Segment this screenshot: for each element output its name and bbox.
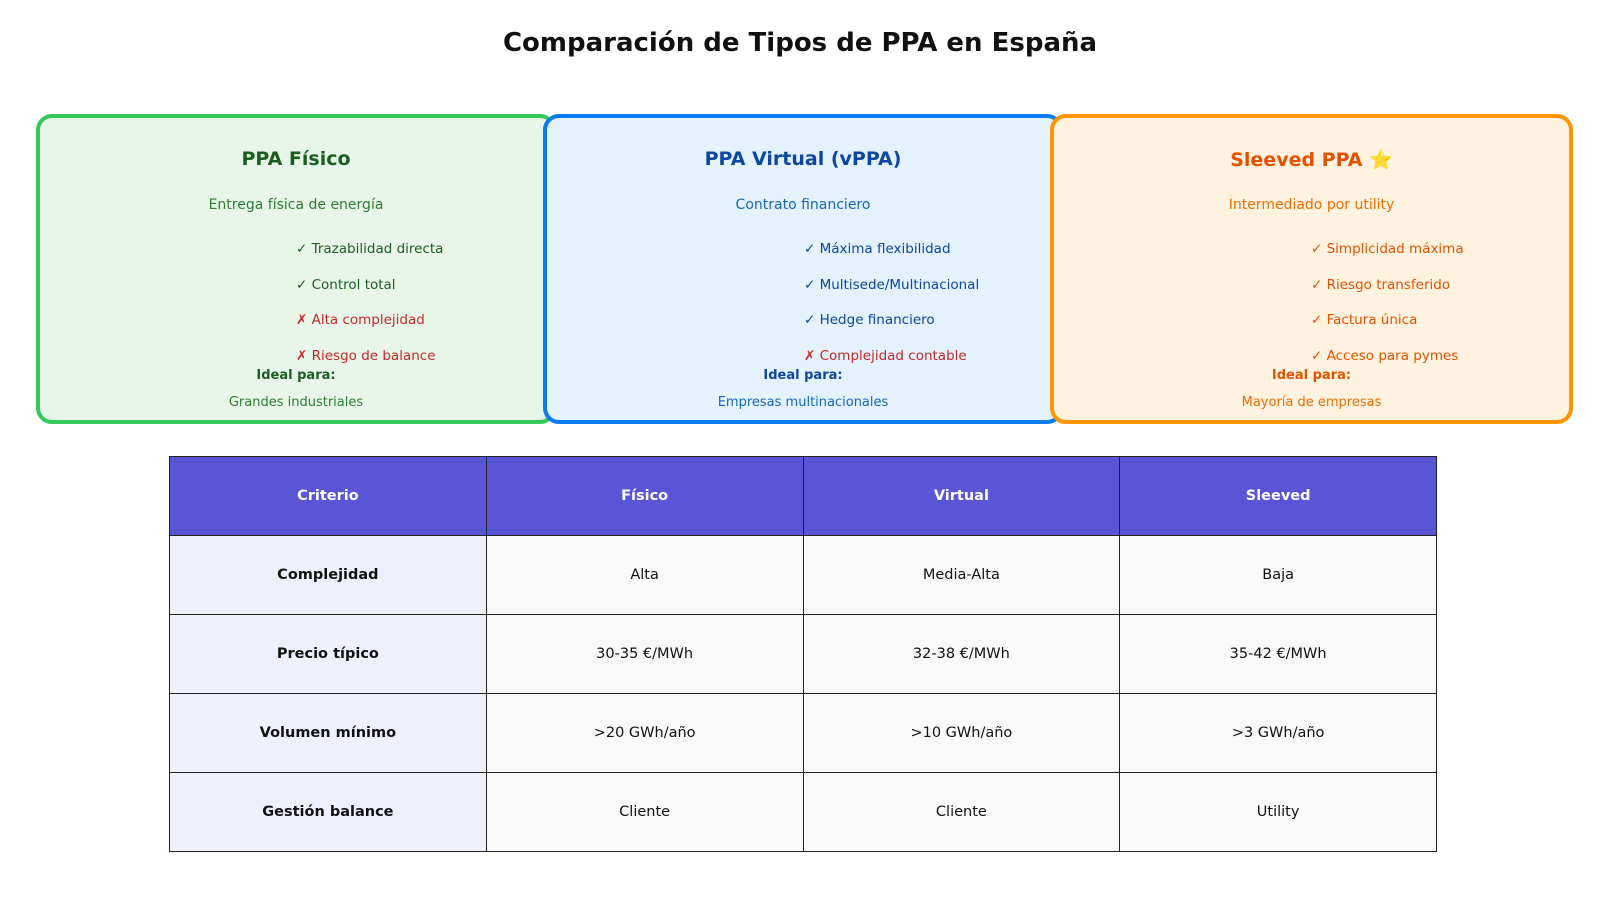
table-row — [170, 694, 1437, 773]
card-ppa-fisico — [36, 114, 556, 424]
feature-item: ✓ Trazabilidad directa — [296, 241, 444, 257]
criteria-cell: Volumen mínimo — [170, 694, 487, 773]
feature-item: ✓ Máxima flexibilidad — [804, 241, 951, 257]
card-title: PPA Virtual (vPPA) — [704, 148, 902, 170]
table-cell: 35-42 €/MWh — [1120, 615, 1437, 694]
ideal-value: Grandes industriales — [228, 395, 364, 410]
ideal-value: Mayoría de empresas — [1241, 395, 1382, 410]
feature-item: ✓ Factura única — [1311, 312, 1418, 328]
criteria-cell: Gestión balance — [170, 773, 487, 852]
table-cell: Baja — [1120, 536, 1437, 615]
table-cell: Cliente — [803, 773, 1120, 852]
ideal-label: Ideal para: — [1271, 368, 1352, 383]
feature-item: ✗ Alta complejidad — [296, 312, 425, 328]
table-row — [170, 536, 1437, 615]
table-row — [170, 773, 1437, 852]
header-cell: Sleeved — [1120, 457, 1437, 536]
feature-item: ✓ Multisede/Multinacional — [804, 276, 980, 293]
card-title: PPA Físico — [241, 148, 351, 170]
table-cell: Cliente — [486, 773, 803, 852]
card-subtitle: Intermediado por utility — [1228, 197, 1395, 213]
feature-item: ✓ Riesgo transferido — [1311, 276, 1451, 293]
table-cell: Utility — [1120, 773, 1437, 852]
comparison-table — [169, 456, 1437, 852]
table-cell: 30-35 €/MWh — [486, 615, 803, 694]
header-cell: Criterio — [170, 457, 487, 536]
table-cell: Media-Alta — [803, 536, 1120, 615]
table-cell: >3 GWh/año — [1120, 694, 1437, 773]
table-cell: >20 GWh/año — [486, 694, 803, 773]
feature-item: ✓ Hedge financiero — [804, 312, 935, 328]
table-cell: Alta — [486, 536, 803, 615]
feature-item: ✓ Acceso para pymes — [1311, 347, 1459, 364]
feature-list — [804, 240, 979, 382]
feature-item: ✗ Complejidad contable — [804, 347, 967, 364]
card-subtitle: Contrato financiero — [735, 197, 871, 213]
header-cell: Virtual — [803, 457, 1120, 536]
ideal-label: Ideal para: — [763, 368, 843, 383]
feature-item: ✓ Control total — [296, 276, 396, 293]
page-title: Comparación de Tipos de PPA en España — [502, 28, 1098, 58]
feature-list — [296, 240, 443, 382]
ideal-label: Ideal para: — [256, 368, 336, 383]
ideal-value: Empresas multinacionales — [717, 395, 889, 410]
feature-item: ✗ Riesgo de balance — [296, 347, 436, 364]
table-cell: 32-38 €/MWh — [803, 615, 1120, 694]
header-cell: Físico — [486, 457, 803, 536]
card-title: Sleeved PPA ⭐ — [1230, 149, 1393, 171]
card-sleeved-ppa — [1050, 114, 1573, 424]
table-cell: >10 GWh/año — [803, 694, 1120, 773]
feature-item: ✓ Simplicidad máxima — [1311, 241, 1464, 257]
feature-list — [1311, 240, 1464, 382]
table-header-row — [170, 457, 1437, 536]
criteria-cell: Precio típico — [170, 615, 487, 694]
table-row — [170, 615, 1437, 694]
card-ppa-virtual — [543, 114, 1063, 424]
criteria-cell: Complejidad — [170, 536, 487, 615]
card-subtitle: Entrega física de energía — [208, 197, 384, 213]
